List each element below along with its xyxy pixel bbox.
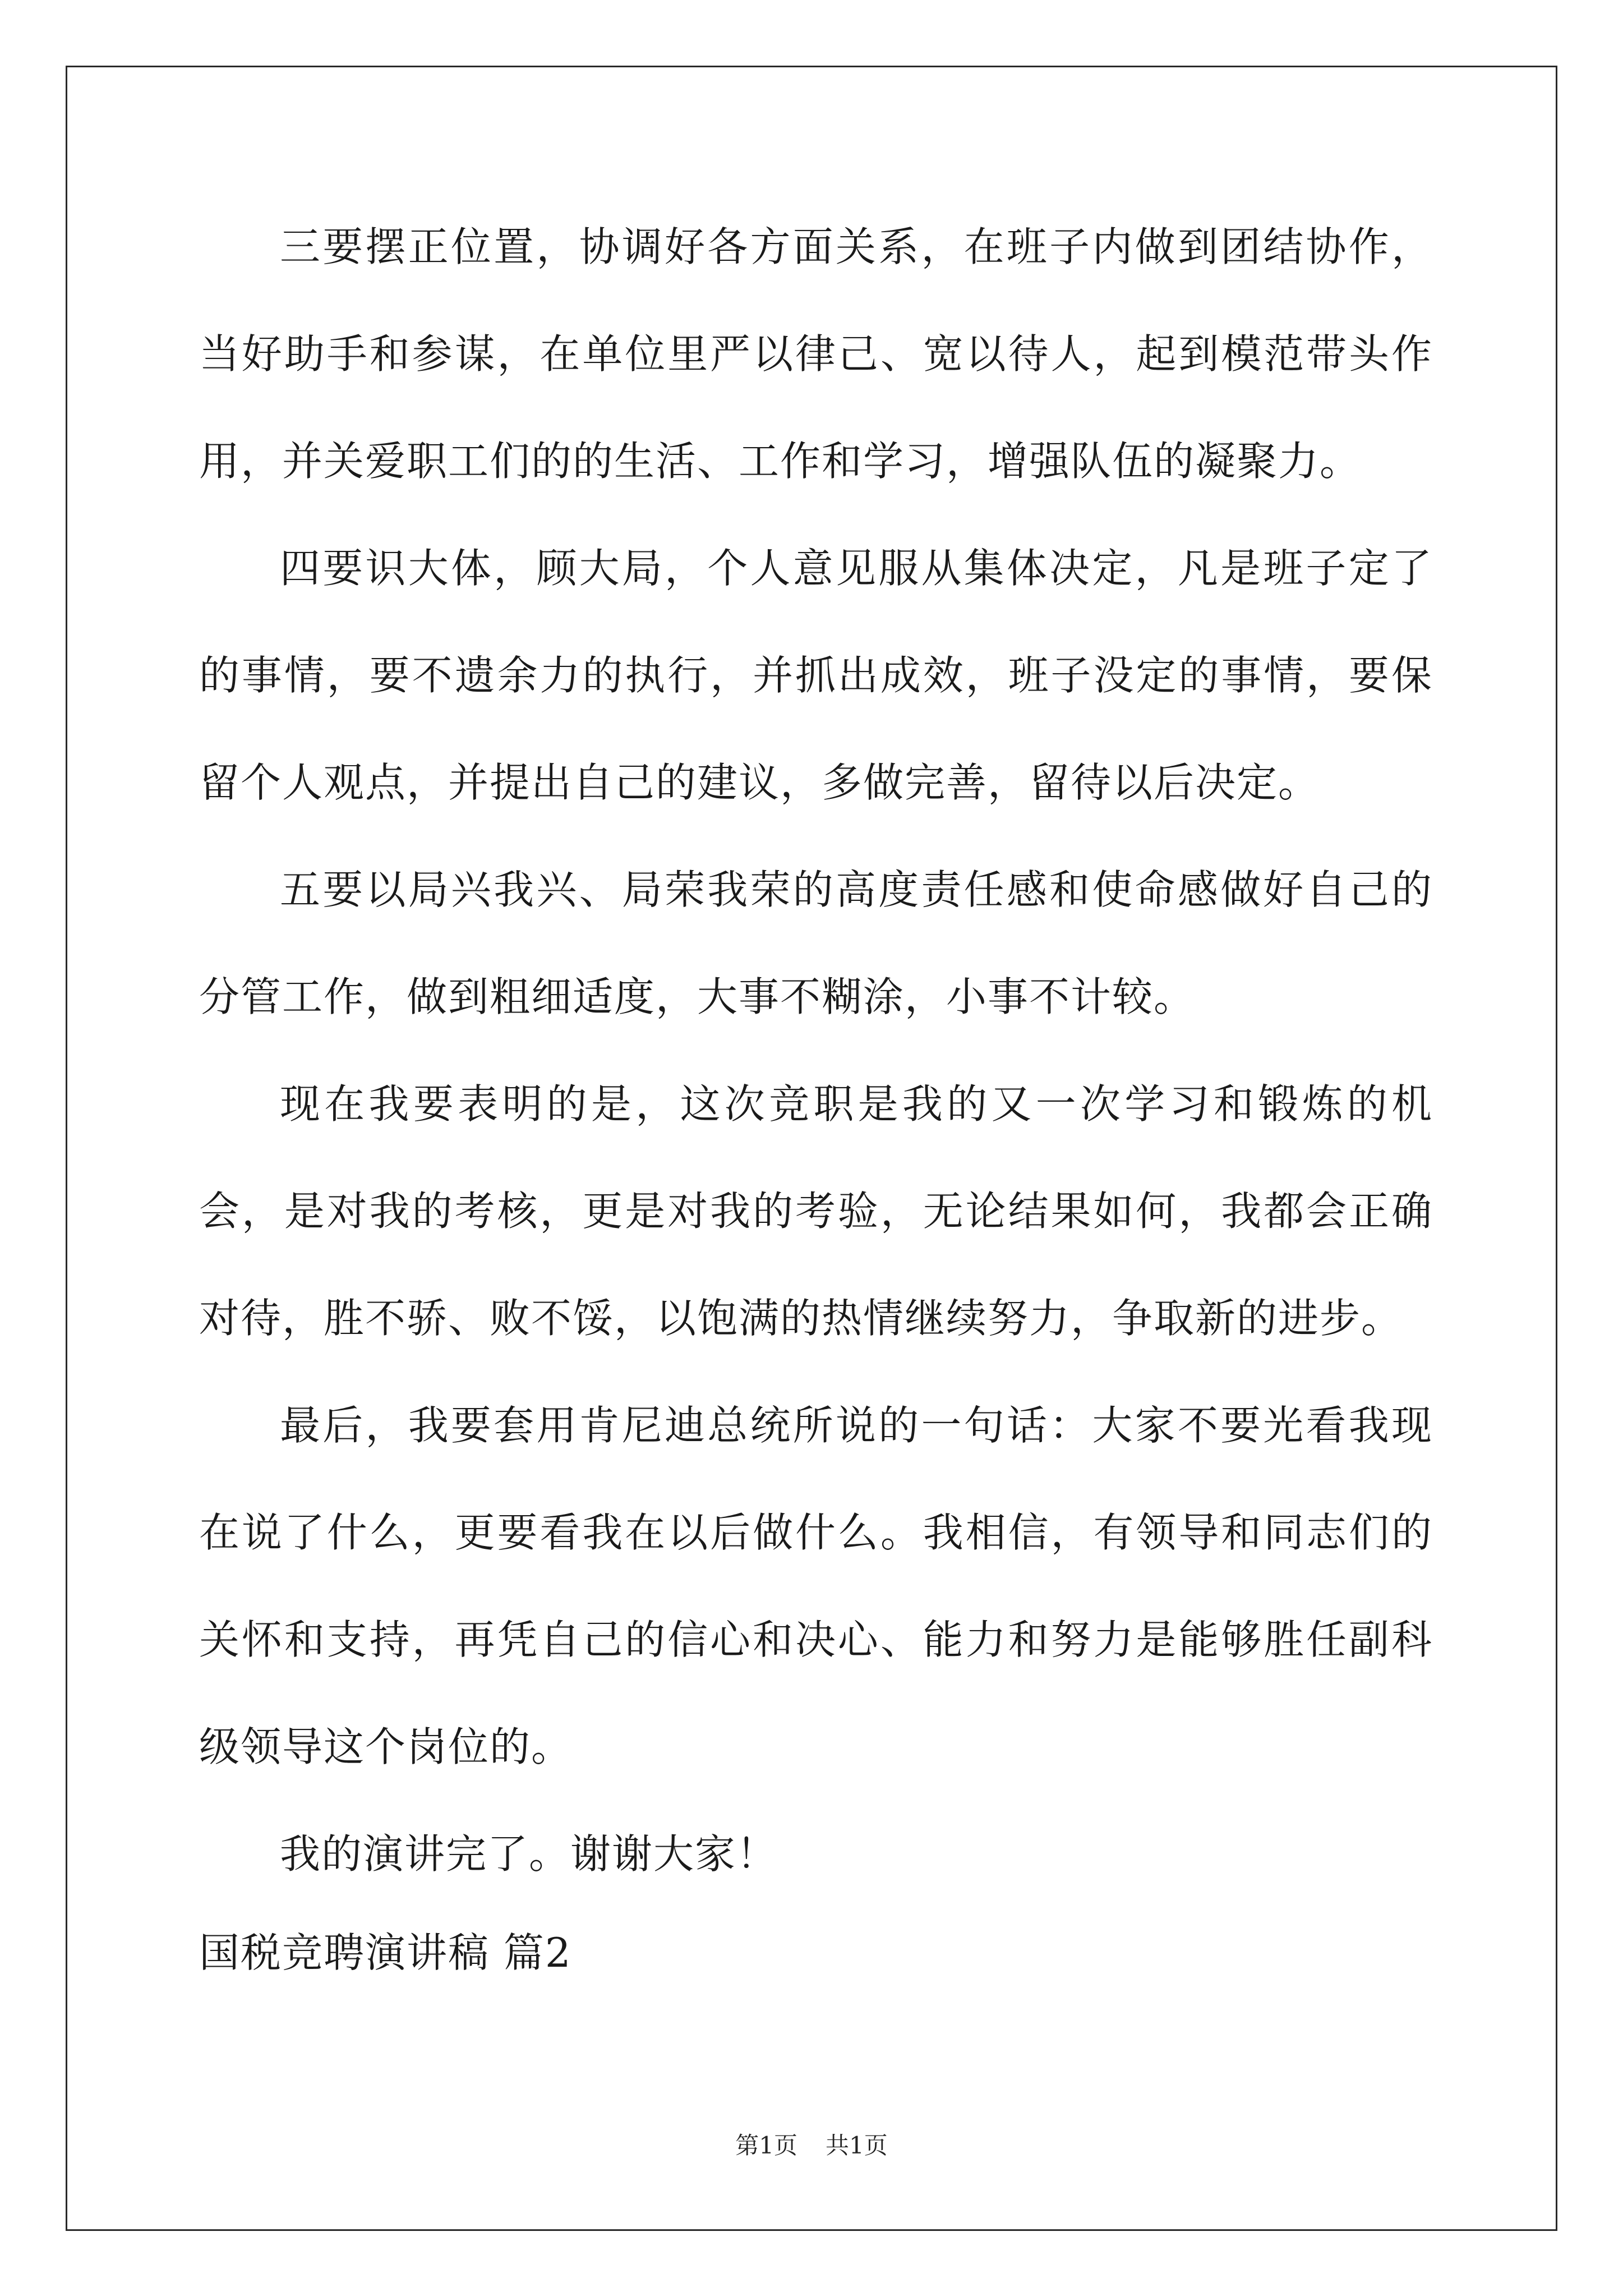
- paragraph: 三要摆正位置，协调好各方面关系，在班子内做到团结协作，当好助手和参谋，在单位里严以律己、宽以待人，起到模范带头作用，并关爱职工们的的生活、工作和学习，增强队伍的凝聚力。: [199, 223, 1433, 485]
- document-body: [199, 194, 1433, 1908]
- paragraph: 四要识大体，顾大局，个人意见服从集体决定，凡是班子定了的事情，要不遗余力的执行，并抓出成效，班子没定的事情，要保留个人观点，并提出自己的建议，多做完善，留待以后决定。: [199, 545, 1433, 806]
- paragraph: 我的演讲完了。谢谢大家！: [280, 1830, 778, 1878]
- paragraph: 现在我要表明的是，这次竞职是我的又一次学习和锻炼的机会，是对我的考核，更是对我的考验，无论结果如何，我都会正确对待，胜不骄、败不馁，以饱满的热情继续努力，争取新的进步。: [199, 1080, 1433, 1342]
- section-heading: 国税竞聘演讲稿 篇2: [199, 1929, 572, 1976]
- page-number: 第1页: [735, 2132, 797, 2159]
- paragraph: 五要以局兴我兴、局荣我荣的高度责任感和使命感做好自己的分管工作，做到粗细适度，大事不糊涂，小事不计较。: [199, 866, 1433, 1020]
- page-footer: [0, 2129, 1623, 2162]
- page-total: 共1页: [826, 2132, 888, 2159]
- paragraph: 最后，我要套用肯尼迪总统所说的一句话：大家不要光看我现在说了什么，更要看我在以后做什么。我相信，有领导和同志们的关怀和支持，再凭自己的信心和决心、能力和努力是能够胜任副科级领导这个岗位的。: [199, 1402, 1433, 1770]
